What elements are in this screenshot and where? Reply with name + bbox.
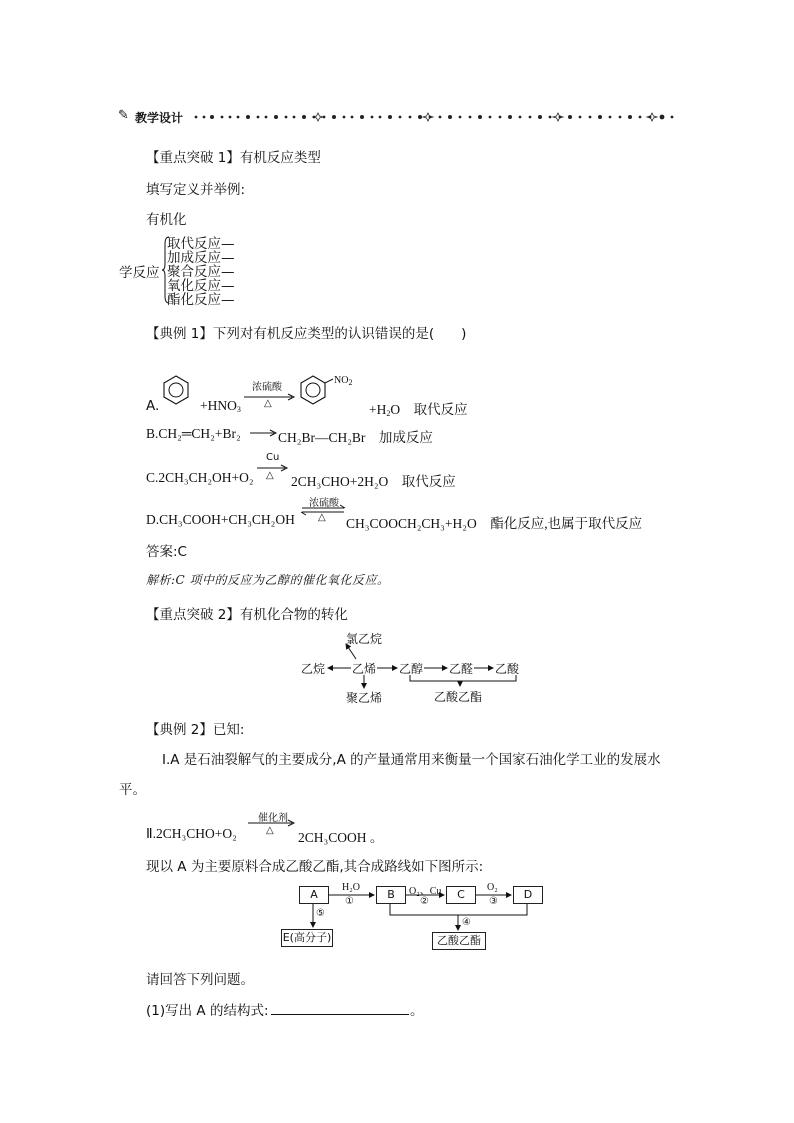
question-1: (1)写出 A 的结构式: [146, 1003, 269, 1019]
branch-esterification: 酯化反应— [167, 292, 235, 308]
analysis: 解析:C 项中的反应为乙醇的催化氧化反应。 [146, 573, 390, 587]
option-a-label: A. [146, 398, 160, 414]
node-acetic-acid: 乙酸 [495, 662, 520, 676]
branch-polymerization: 聚合反应— [167, 264, 235, 280]
example2-condition-1-end: 平。 [119, 782, 146, 798]
flow-box-d: D [513, 886, 543, 904]
step2-number: ② [420, 896, 429, 907]
step3-number: ③ [489, 896, 498, 907]
option-b-reactants: B.CH₂═CH₂+Br₂ [146, 426, 241, 441]
example2-heading: 【典例 2】已知: [146, 722, 245, 738]
question-1-answer-blank[interactable] [271, 1013, 409, 1015]
option-c-condition: Cu [266, 452, 280, 463]
classification-root-1: 有机化 [146, 212, 187, 228]
example2-condition-1: Ⅰ.A 是石油裂解气的主要成分,A 的产量通常用来衡量一个国家石油化学工业的发展水 [162, 752, 661, 768]
focus2-heading: 【重点突破 2】有机化合物的转化 [146, 607, 348, 623]
node-chloroethane: 氯乙烷 [346, 632, 383, 646]
node-ethane: 乙烷 [301, 662, 326, 676]
node-acetaldehyde: 乙醛 [449, 662, 474, 676]
node-ethanol: 乙醇 [399, 662, 424, 676]
step3-reagent: O₂ [487, 882, 498, 893]
option-b-product: CH₂Br—CH₂Br 加成反应 [278, 430, 433, 445]
classification-root-2: 学反应 [119, 265, 160, 281]
focus1-heading: 【重点突破 1】有机反应类型 [146, 150, 321, 166]
node-polyethylene: 聚乙烯 [346, 691, 383, 705]
pen-icon: ✎ [118, 108, 129, 123]
option-a-condition: 浓硫酸 [252, 382, 282, 393]
condition-2-heat: △ [266, 825, 274, 836]
option-d-condition: 浓硫酸 [309, 498, 339, 509]
step1-number: ① [345, 896, 354, 907]
flow-box-product: 乙酸乙酯 [432, 932, 486, 950]
option-a-heat: △ [264, 398, 272, 409]
route-intro: 现以 A 为主要原料合成乙酸乙酯,其合成路线如下图所示: [146, 859, 484, 875]
section-title: 教学设计 [135, 111, 184, 125]
step5-number: ⑤ [316, 908, 325, 919]
flow-box-b: B [376, 886, 406, 904]
option-c-reactants: C.2CH₃CH₂OH+O₂ [146, 470, 254, 485]
condition-2-catalyst: 催化剂 [258, 813, 288, 824]
flow-box-a: A [299, 886, 329, 904]
option-a-product: $+H_2O$ 取代反应 [369, 402, 468, 418]
option-d-heat: △ [318, 512, 326, 523]
option-c-heat: △ [266, 470, 274, 481]
branch-oxidation: 氧化反应— [167, 278, 235, 294]
example1-heading: 【典例 1】下列对有机反应类型的认识错误的是( ) [146, 326, 467, 342]
branch-substitution: 取代反应— [167, 236, 235, 252]
step4-number: ④ [462, 917, 471, 928]
branch-addition: 加成反应— [167, 250, 235, 266]
option-d-product: CH₃COOCH₂CH₃+H₂O 酯化反应,也属于取代反应 [346, 516, 643, 531]
option-a-nitro-group: $NO_2$ [334, 375, 353, 387]
condition-2-left: Ⅱ.2CH₃CHO+O₂ [146, 826, 237, 841]
answer: 答案:C [146, 544, 187, 560]
flow-box-e: E(高分子) [281, 929, 333, 947]
option-d-reactants: D.CH₃COOH+CH₃CH₂OH [146, 512, 295, 527]
flow-box-c: C [446, 886, 476, 904]
option-c-product: 2CH₃CHO+2H₂O 取代反应 [291, 474, 456, 489]
focus1-prompt: 填写定义并举例: [146, 182, 246, 198]
condition-2-right: 2CH₃COOH 。 [298, 830, 384, 845]
node-ethene: 乙烯 [352, 662, 377, 676]
question-1-end: 。 [410, 1003, 424, 1019]
step2-reagent: O₂、Cu [409, 886, 442, 897]
question-intro: 请回答下列问题。 [146, 972, 254, 988]
node-ethyl-acetate: 乙酸乙酯 [434, 690, 483, 704]
option-a-reagent: $+HNO_3$ [200, 398, 241, 414]
step1-reagent: H₂O [342, 882, 360, 893]
